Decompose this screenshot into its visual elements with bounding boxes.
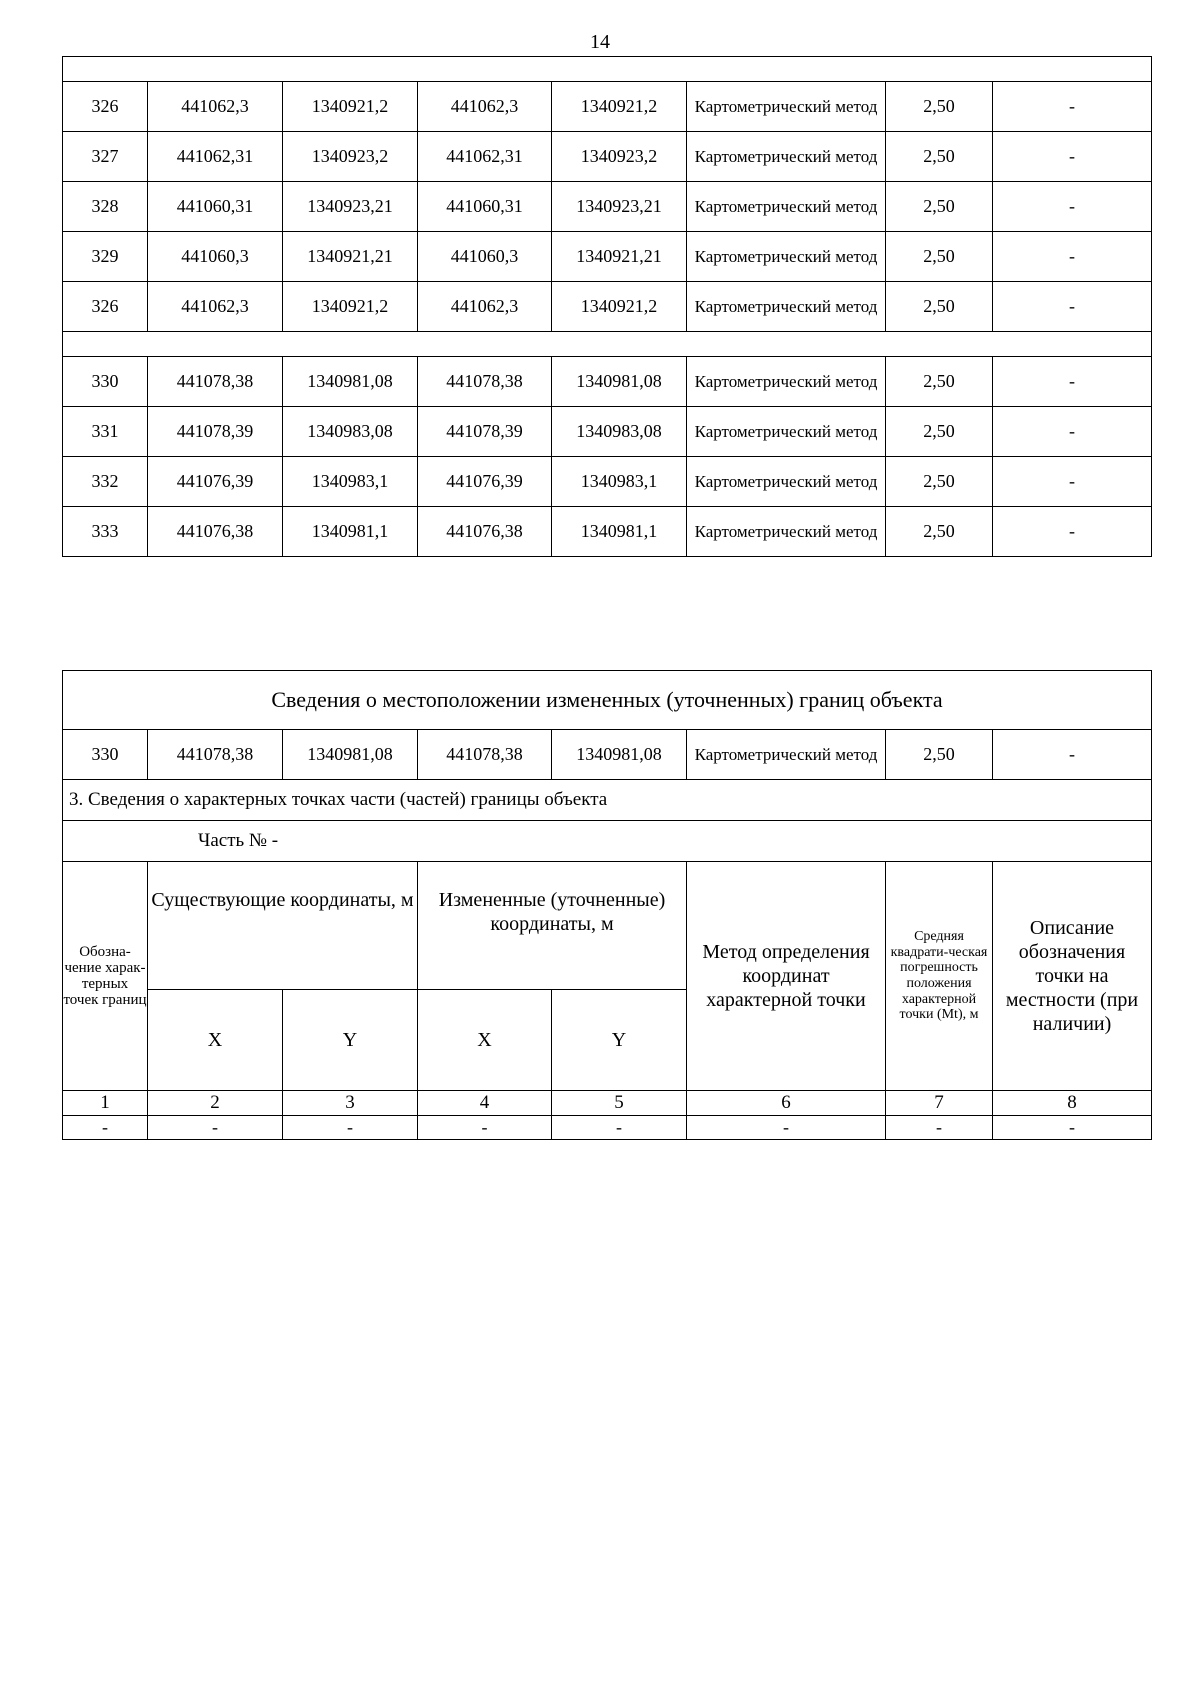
accuracy-cell: 2,50 xyxy=(886,457,993,507)
separator-row xyxy=(63,332,1152,357)
column-numbers-row xyxy=(63,1091,1152,1116)
description-cell: - xyxy=(993,232,1152,282)
column-number: 8 xyxy=(993,1091,1152,1116)
header-method: Метод определения координат характерной точки xyxy=(687,862,886,1091)
existing-x-cell: 441062,3 xyxy=(148,282,283,332)
changed-y-cell: 1340983,1 xyxy=(552,457,687,507)
changed-y-cell: 1340923,21 xyxy=(552,182,687,232)
accuracy-cell: 2,50 xyxy=(886,730,993,780)
accuracy-cell: 2,50 xyxy=(886,507,993,557)
changed-x-cell: 441062,3 xyxy=(418,282,552,332)
changed-x-cell: 441078,38 xyxy=(418,730,552,780)
page-number: 14 xyxy=(590,31,610,53)
accuracy-cell: 2,50 xyxy=(886,282,993,332)
table-row xyxy=(63,407,1152,457)
method-cell: Картометрический метод xyxy=(687,182,886,232)
existing-x-cell: 441076,39 xyxy=(148,457,283,507)
point-number-cell: 329 xyxy=(63,232,148,282)
column-number: 3 xyxy=(283,1091,418,1116)
changed-x-cell: 441076,38 xyxy=(418,507,552,557)
changed-y-cell: 1340921,2 xyxy=(552,82,687,132)
separator-cell xyxy=(63,57,1152,82)
header-description: Описание обозначения точки на местности (при наличии) xyxy=(993,862,1152,1091)
empty-cell: - xyxy=(418,1116,552,1140)
changed-y-cell: 1340921,2 xyxy=(552,282,687,332)
existing-y-cell: 1340981,08 xyxy=(283,730,418,780)
table-row xyxy=(63,182,1152,232)
existing-x-cell: 441078,38 xyxy=(148,730,283,780)
table-row xyxy=(63,232,1152,282)
empty-cell: - xyxy=(148,1116,283,1140)
column-number: 6 xyxy=(687,1091,886,1116)
existing-y-cell: 1340923,21 xyxy=(283,182,418,232)
table-row xyxy=(63,132,1152,182)
existing-x-cell: 441062,3 xyxy=(148,82,283,132)
description-cell: - xyxy=(993,730,1152,780)
point-number-cell: 330 xyxy=(63,357,148,407)
column-number: 1 xyxy=(63,1091,148,1116)
point-number-cell: 332 xyxy=(63,457,148,507)
point-number-cell: 331 xyxy=(63,407,148,457)
empty-cell: - xyxy=(687,1116,886,1140)
accuracy-cell: 2,50 xyxy=(886,82,993,132)
point-number-cell: 326 xyxy=(63,282,148,332)
accuracy-cell: 2,50 xyxy=(886,132,993,182)
method-cell: Картометрический метод xyxy=(687,407,886,457)
changed-x-cell: 441062,3 xyxy=(418,82,552,132)
table-row xyxy=(63,507,1152,557)
method-cell: Картометрический метод xyxy=(687,507,886,557)
separator-row xyxy=(63,57,1152,82)
changed-y-cell: 1340921,21 xyxy=(552,232,687,282)
table-row xyxy=(63,282,1152,332)
existing-y-cell: 1340921,21 xyxy=(283,232,418,282)
description-cell: - xyxy=(993,357,1152,407)
section-title: 3. Сведения о характерных точках части (частей) границы объекта xyxy=(63,780,1152,821)
changed-x-cell: 441078,38 xyxy=(418,357,552,407)
point-number-cell: 326 xyxy=(63,82,148,132)
description-cell: - xyxy=(993,82,1152,132)
header-accuracy: Средняя квадрати-ческая погрешность положения характерной точки (Mt), м xyxy=(886,862,993,1091)
empty-cell: - xyxy=(283,1116,418,1140)
point-number-cell: 330 xyxy=(63,730,148,780)
header-changed-x: X xyxy=(418,990,552,1091)
accuracy-cell: 2,50 xyxy=(886,232,993,282)
table-row xyxy=(63,357,1152,407)
description-cell: - xyxy=(993,407,1152,457)
table-row xyxy=(63,82,1152,132)
changed-boundaries-table xyxy=(62,670,1152,1140)
description-cell: - xyxy=(993,507,1152,557)
existing-x-cell: 441060,3 xyxy=(148,232,283,282)
existing-x-cell: 441062,31 xyxy=(148,132,283,182)
existing-y-cell: 1340923,2 xyxy=(283,132,418,182)
separator-cell xyxy=(63,332,1152,357)
method-cell: Картометрический метод xyxy=(687,82,886,132)
header-existing-y: Y xyxy=(283,990,418,1091)
table-title: Сведения о местоположении измененных (уточненных) границ объекта xyxy=(63,671,1152,730)
empty-data-row xyxy=(63,1116,1152,1140)
header-changed-coords: Измененные (уточненные) координаты, м xyxy=(418,862,687,990)
column-number: 4 xyxy=(418,1091,552,1116)
existing-y-cell: 1340983,08 xyxy=(283,407,418,457)
changed-y-cell: 1340923,2 xyxy=(552,132,687,182)
coordinates-table-continued xyxy=(62,56,1152,557)
column-number: 7 xyxy=(886,1091,993,1116)
changed-y-cell: 1340981,08 xyxy=(552,730,687,780)
method-cell: Картометрический метод xyxy=(687,357,886,407)
existing-y-cell: 1340921,2 xyxy=(283,82,418,132)
part-label: Часть № - xyxy=(63,821,1152,862)
existing-y-cell: 1340981,1 xyxy=(283,507,418,557)
method-cell: Картометрический метод xyxy=(687,457,886,507)
header-point-designation: Обозна-чение харак-терных точек границ xyxy=(63,862,148,1091)
existing-x-cell: 441060,31 xyxy=(148,182,283,232)
description-cell: - xyxy=(993,457,1152,507)
changed-x-cell: 441060,31 xyxy=(418,182,552,232)
description-cell: - xyxy=(993,182,1152,232)
point-number-cell: 328 xyxy=(63,182,148,232)
existing-x-cell: 441078,38 xyxy=(148,357,283,407)
method-cell: Картометрический метод xyxy=(687,730,886,780)
method-cell: Картометрический метод xyxy=(687,282,886,332)
point-number-cell: 327 xyxy=(63,132,148,182)
changed-y-cell: 1340981,1 xyxy=(552,507,687,557)
point-number-cell: 333 xyxy=(63,507,148,557)
method-cell: Картометрический метод xyxy=(687,132,886,182)
changed-x-cell: 441076,39 xyxy=(418,457,552,507)
accuracy-cell: 2,50 xyxy=(886,407,993,457)
column-number: 5 xyxy=(552,1091,687,1116)
header-existing-coords: Существующие координаты, м xyxy=(148,862,418,990)
empty-cell: - xyxy=(63,1116,148,1140)
changed-x-cell: 441060,3 xyxy=(418,232,552,282)
header-changed-y: Y xyxy=(552,990,687,1091)
empty-cell: - xyxy=(552,1116,687,1140)
existing-x-cell: 441076,38 xyxy=(148,507,283,557)
existing-y-cell: 1340983,1 xyxy=(283,457,418,507)
existing-y-cell: 1340921,2 xyxy=(283,282,418,332)
existing-y-cell: 1340981,08 xyxy=(283,357,418,407)
empty-cell: - xyxy=(886,1116,993,1140)
empty-cell: - xyxy=(993,1116,1152,1140)
column-number: 2 xyxy=(148,1091,283,1116)
header-existing-x: X xyxy=(148,990,283,1091)
table-row xyxy=(63,457,1152,507)
accuracy-cell: 2,50 xyxy=(886,357,993,407)
changed-x-cell: 441078,39 xyxy=(418,407,552,457)
changed-y-cell: 1340983,08 xyxy=(552,407,687,457)
changed-x-cell: 441062,31 xyxy=(418,132,552,182)
description-cell: - xyxy=(993,132,1152,182)
method-cell: Картометрический метод xyxy=(687,232,886,282)
description-cell: - xyxy=(993,282,1152,332)
existing-x-cell: 441078,39 xyxy=(148,407,283,457)
table-row xyxy=(63,730,1152,780)
accuracy-cell: 2,50 xyxy=(886,182,993,232)
changed-y-cell: 1340981,08 xyxy=(552,357,687,407)
